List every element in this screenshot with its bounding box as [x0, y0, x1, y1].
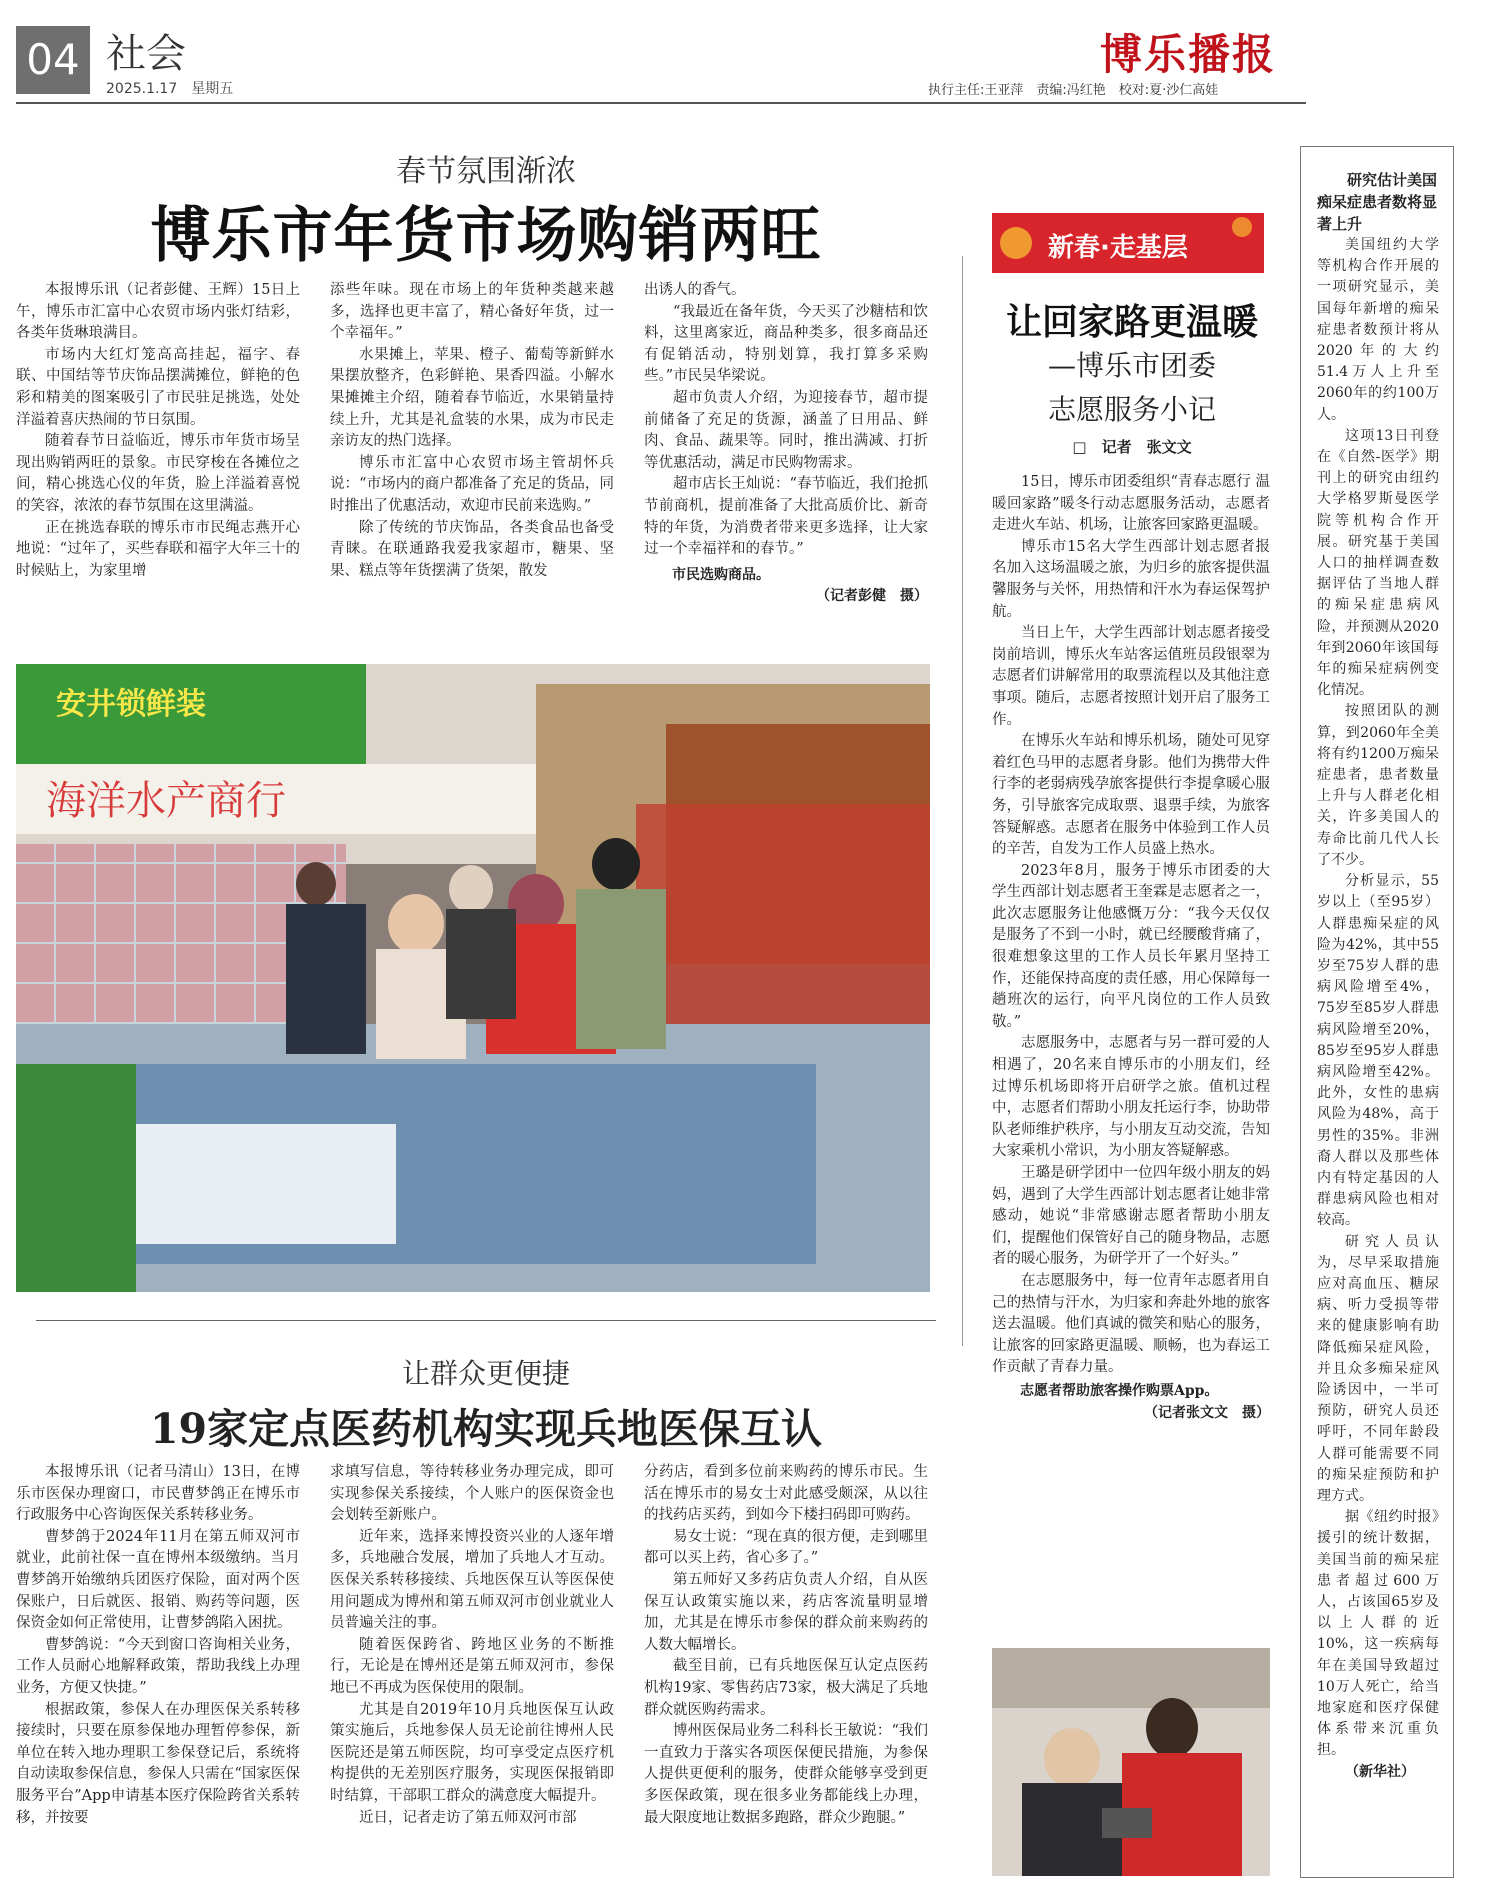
article2-kicker: 让群众更便捷 — [401, 1357, 570, 1390]
article1-photo-credit: （记者彭健 摄） — [816, 588, 928, 605]
article1-column-2: 添些年味。现在市场上的年货种类越来越多，选择也更丰富了，精心备好年货，过一个幸福年。” 水果摊上，苹果、橙子、葡萄等新鲜水果摆放整齐，色彩鲜艳、果香四溢。小解水果摊摊主介绍，随着春节临近，水果销量持续上升，尤其是礼盒装的水果，成为市民走亲访友的热门选择。 博乐市汇富中心农贸市场主管胡怀兵说：“市场内的商户都准备了充足的货品，同时推出了优惠活动，欢迎市民前来选购。” 除了传统的节庆饰品，各类食品也备受青睐。在联通路我爱我家超市，糖果、坚果、糕点等年货摆满了货架，散发 — [330, 282, 614, 579]
article3-photo-credit: （记者张文文 摄） — [1144, 1404, 1270, 1421]
article3-caption: 志愿者帮助旅客操作购票App。 — [1020, 1382, 1219, 1399]
page-number: 04 — [16, 26, 90, 94]
article2-column-3: 分药店，看到多位前来购药的博乐市民。生活在博乐市的易女士对此感受颇深，从以往的找药店买药，到如今下楼扫码即可购药。 易女士说：“现在真的很方便，走到哪里都可以买上药，省心多了。” 第五师好又多药店负责人介绍，自从医保互认政策实施以来，药店客流量明显增加，尤其是在博乐市参保的群众前来购药的人数大幅增长。 截至目前，已有兵地医保互认定点医药机构19家、零售药店73家，极大满足了兵地群众就医购药需求。 博州医保局业务二科科长王敏说：“我们一直致力于落实各项医保便民措施，为参保人提供更便利的服务，使群众能够享受到更多医保政策，现在很多业务都能线上办理，最大限度地让数据多跑路，群众少跑腿。” — [644, 1464, 928, 1826]
article3-byline: □ 记者 张文文 — [1072, 438, 1192, 456]
article1-headline: 博乐市年货市场购销两旺 — [150, 201, 822, 271]
photo-sign-brand: 安井锁鲜装 — [56, 687, 206, 722]
new-spring-banner — [992, 213, 1264, 273]
article2-column-2: 求填写信息，等待转移业务办理完成，即可实现参保关系接续，个人账户的医保资金也会划转至新账户。 近年来，选择来博投资兴业的人逐年增多，兵地融合发展，增加了兵地人才互动。医保关系转移接续、兵地医保互认等医保使用问题成为博州和第五师双河市创业就业人员普遍关注的事。 随着医保跨省、跨地区业务的不断推行，无论是在博州还是第五师双河市，参保地已不再成为医保使用的限制。 尤其是自2019年10月兵地医保互认政策实施后，兵地参保人员无论前往博州人民医院还是第五师医院，均可享受定点医疗机构提供的无差别医疗服务，实现医保报销即时结算，干部职工群众的满意度大幅提升。 近日，记者走访了第五师双河市部 — [330, 1464, 614, 1826]
header-rule — [16, 102, 1306, 104]
sidebar-body: 美国纽约大学等机构合作开展的一项研究显示，美国每年新增的痴呆症患者数预计将从2020年的大约51.4万人上升至2060年的约100万人。 这项13日刊登在《自然-医学》期刊上的研究由纽约大学格罗斯曼医学院等机构合作开展。研究基于美国人口的抽样调查数据评估了当地人群的痴呆症患病风险，并预测从2020年到2060年该国每年的痴呆症病例变化情况。 按照团队的测算，到2060年全美将有约1200万痴呆症患者，患者数量上升与人群老化相关，许多美国人的寿命比前几代人长了不少。 分析显示，55岁以上（至95岁）人群患痴呆症的风险为42%，其中55岁至75岁人群的患病风险增至4%，75岁至85岁人群患病风险增至20%，85岁至95岁人群患病风险增至42%。此外，女性的患病风险为48%，高于男性的35%。非洲裔人群以及那些体内有特定基因的人群患病风险也相对较高。 研究人员认为，尽早采取措施应对高血压、糖尿病、听力受损等带来的健康影响有助降低痴呆症风险，并且众多痴呆症风险诱因中，一半可预防，研究人员还呼吁，不同年龄段人群可能需要不同的痴呆症预防和护理方式。 据《纽约时报》援引的统计数据，美国当前的痴呆症患者超过600万人，占该国65岁及以上人群的近10%，这一疾病每年在美国导致超过10万人死亡，给当地家庭和医疗保健体系带来沉重负担。 （新华社） — [1317, 235, 1439, 1783]
section-title: 社会 — [106, 31, 186, 77]
article-divider — [36, 1320, 936, 1321]
sidebar-source: （新华社） — [1345, 1763, 1415, 1780]
column-divider — [962, 256, 963, 1346]
article3-subtitle: —博乐市团委 志愿服务小记 — [1047, 349, 1216, 426]
article1-caption: 市民选购商品。 — [672, 566, 770, 583]
masthead-logo: 博乐播报 — [1100, 30, 1277, 79]
article1-column-1: 本报博乐讯（记者彭健、王辉）15日上午，博乐市汇富中心农贸市场内张灯结彩，各类年货琳琅满目。 市场内大红灯笼高高挂起，福字、春联、中国结等节庆饰品摆满摊位，鲜艳的色彩和精美的图案吸引了市民驻足挑选，处处洋溢着喜庆热闹的节日氛围。 随着春节日益临近，博乐市年货市场呈现出购销两旺的景象。市民穿梭在各摊位之间，精心挑选心仪的年货，脸上洋溢着喜悦的笑容，浓浓的春节氛围在这里满溢。 正在挑选春联的博乐市市民绳志燕开心地说：“过年了，买些春联和福字大年三十的时候贴上，为家里增 — [16, 282, 300, 579]
banner-label: 新春·走基层 — [1048, 233, 1188, 263]
article2-headline: 19家定点医药机构实现兵地医保互认 — [149, 1405, 823, 1453]
article3-body: 15日，博乐市团委组织“青春志愿行 温暖回家路”暖冬行动志愿服务活动，志愿者走进火车站、机场，让旅客回家路更温暖。 博乐市15名大学生西部计划志愿者报名加入这场温暖之旅，为归乡的旅客提供温馨服务与关怀，用热情和汗水为春运保驾护航。 当日上午，大学生西部计划志愿者接受岗前培训，博乐火车站客运值班员段银翠为志愿者们讲解常用的取票流程以及其他注意事项。随后，志愿者按照计划开启了服务工作。 在博乐火车站和博乐机场，随处可见穿着红色马甲的志愿者身影。他们为携带大件行李的老弱病残孕旅客提供行李提拿暖心服务，引导旅客完成取票、退票手续，为旅客答疑解惑。志愿者在服务中体验到工作人员的辛苦，自发为工作人员盛上热水。 2023年8月，服务于博乐市团委的大学生西部计划志愿者王奎霖是志愿者之一，此次志愿服务让他感慨万分：“我今天仅仅是服务了不到一小时，就已经腰酸背痛了，很难想象这里的工作人员长年累月坚持工作，还能保持高度的责任感，用心保障每一趟班次的运行，向平凡岗位的工作人员致敬。” 志愿服务中，志愿者与另一群可爱的人相遇了，20名来自博乐市的小朋友们，经过博乐机场即将开启研学之旅。值机过程中，志愿者们帮助小朋友托运行李，协助带队老师维护秩序，与小朋友互动交流，告知大家乘机小常识，为小朋友答疑解惑。 王璐是研学团中一位四年级小朋友的妈妈，遇到了大学生西部计划志愿者让她非常感动，她说“非常感谢志愿者帮助小朋友们，提醒他们保管好自己的随身物品，志愿者的暖心服务，为研学开了一个好头。” 在志愿服务中，每一位青年志愿者用自己的热情与汗水，为归家和奔赴外地的旅客送去温暖。他们真诚的微笑和贴心的服务，让旅客的回家路更温暖、顺畅，也为春运工作贡献了青春力量。 志愿者帮助旅客操作购票App。 （记者张文文 摄） — [992, 472, 1270, 1424]
article1-kicker: 春节氛围渐浓 — [396, 154, 576, 189]
photo-sign-seafood: 海洋水产商行 — [46, 778, 286, 824]
editor-credits: 执行主任:王亚萍 责编:冯红艳 校对:夏·沙仁高娃 — [928, 83, 1219, 98]
sidebar-brief — [1300, 146, 1454, 1878]
article2-column-1: 本报博乐讯（记者马清山）13日，在博乐市医保办理窗口，市民曹梦鸽正在博乐市行政服务中心咨询医保关系转移业务。 曹梦鸽于2024年11月在第五师双河市就业，此前社保一直在博州本级缴纳。当月曹梦鸽开始缴纳兵团医疗保险，面对两个医保账户，日后就医、报销、购药等问题，医保资金如何正常使用，让曹梦鸽陷入困扰。 曹梦鸽说：“今天到窗口咨询相关业务，工作人员耐心地解释政策，帮助我线上办理业务，方便又快捷。” 根据政策，参保人在办理医保关系转移接续时，只要在原参保地办理暂停参保，新单位在转入地办理职工参保登记后，系统将自动读取参保信息，参保人只需在“国家医保服务平台”App申请基本医疗保险跨省关系转移，并按要 — [16, 1464, 300, 1826]
issue-date: 2025.1.17 星期五 — [106, 81, 234, 97]
market-photo — [16, 664, 930, 1292]
article3-headline: 让回家路更温暖 — [1005, 301, 1258, 343]
sidebar-title: 研究估计美国痴呆症患者数将显著上升 — [1317, 171, 1438, 233]
article1-column-3: 出诱人的香气。 “我最近在备年货，今天买了沙糖桔和饮料，这里离家近，商品种类多，很多商品还有促销活动，特别划算，我打算多采购些。”市民吴华梁说。 超市负责人介绍，为迎接春节，超市提前储备了充足的货源，涵盖了日用品、鲜肉、食品、蔬果等。同时，推出满减、打折等优惠活动，满足市民购物需求。 超市店长王灿说：“春节临近，我们抢抓节前商机，提前准备了大批高质价比、新奇特的年货，为消费者带来更多选择，让大家过一个幸福祥和的春节。” 市民选购商品。 （记者彭健 摄） — [644, 280, 928, 608]
volunteer-photo — [992, 1648, 1270, 1876]
